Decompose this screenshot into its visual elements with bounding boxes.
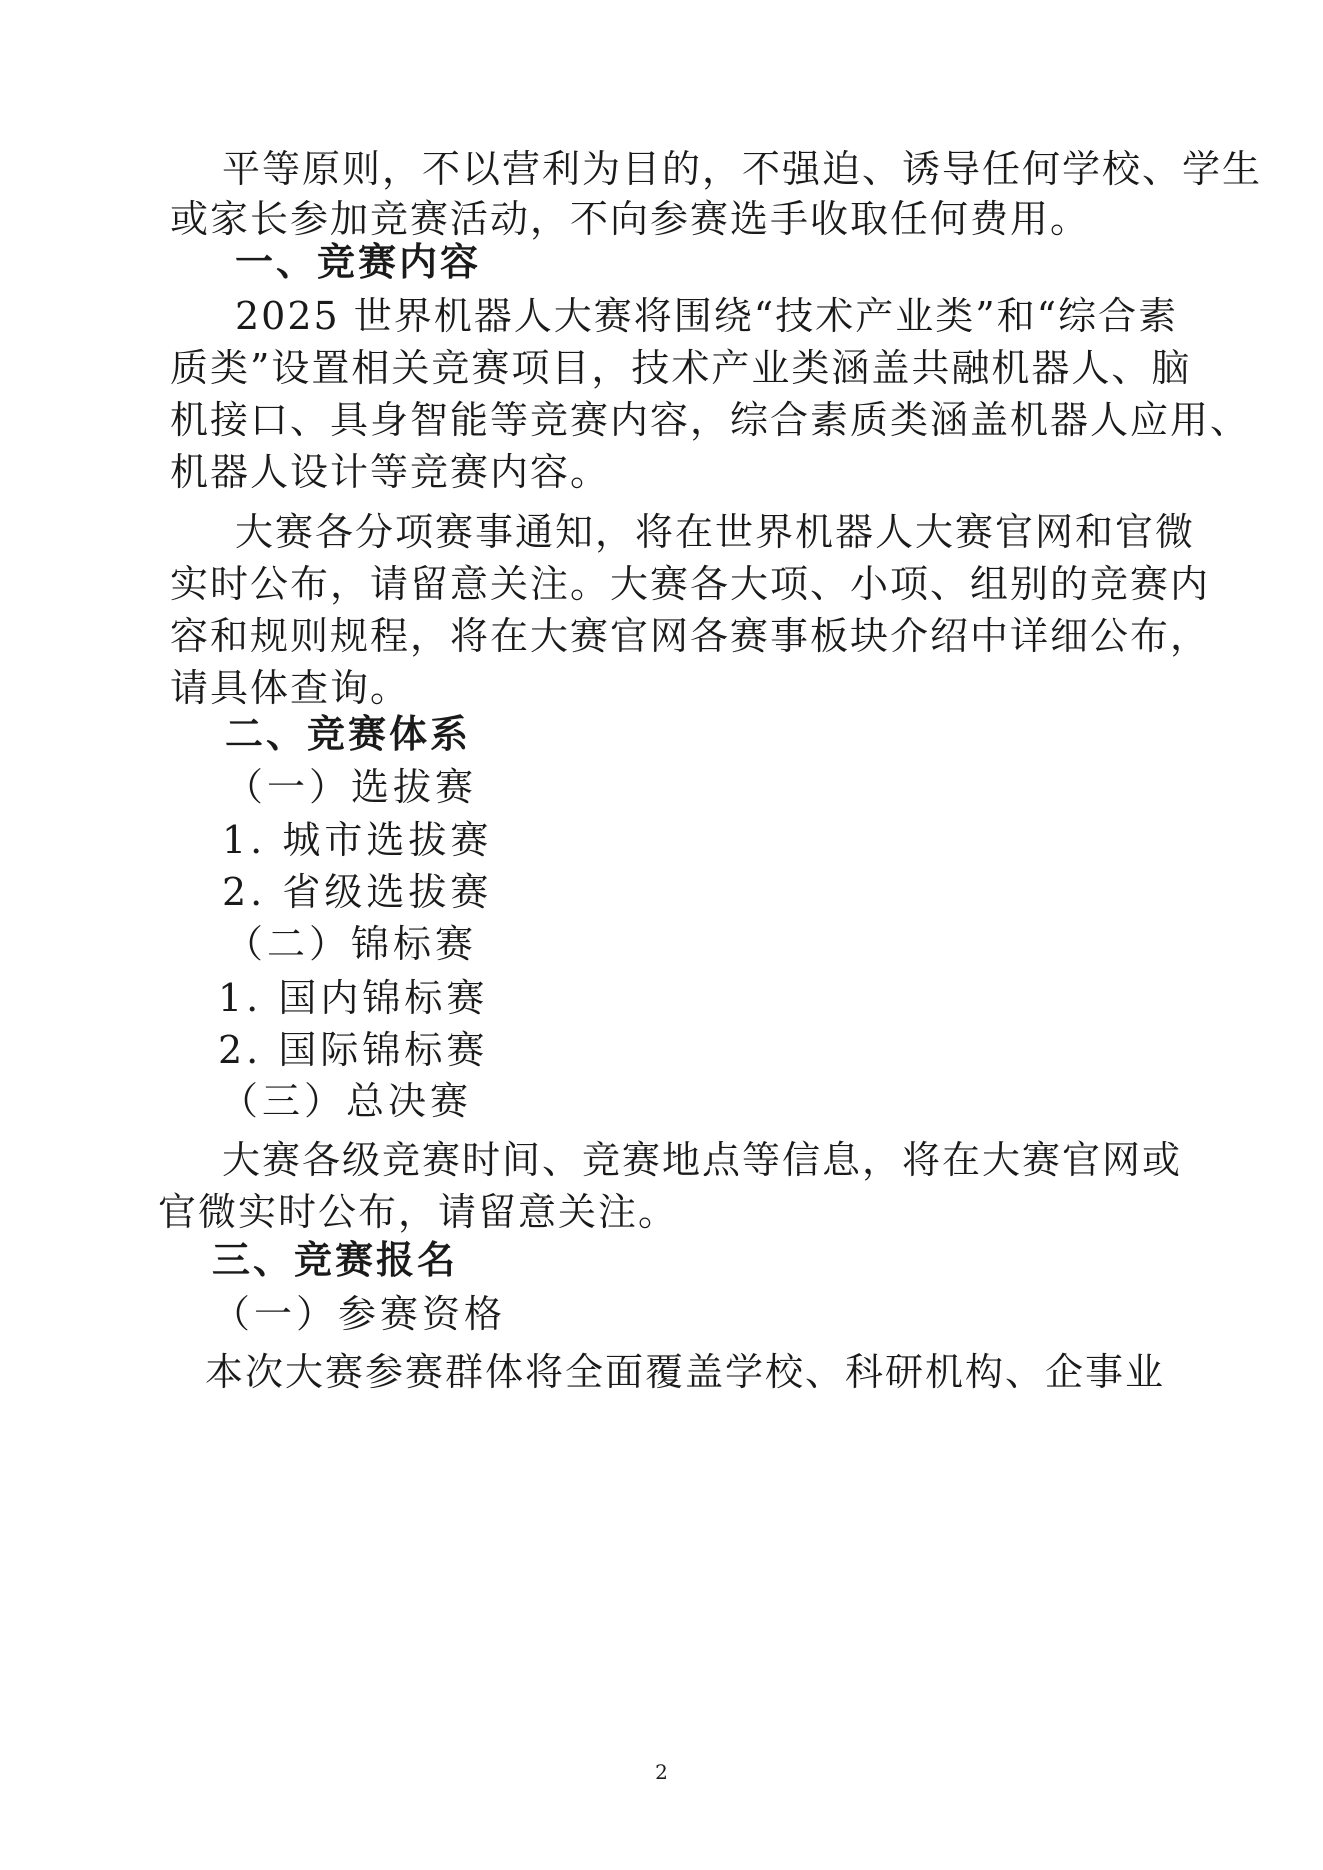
body-text-line: 容和规则规程，将在大赛官网各赛事板块介绍中详细公布，	[170, 614, 1211, 658]
list-item: 1. 城市选拔赛	[222, 818, 493, 862]
body-text-line: 机器人设计等竞赛内容。	[170, 450, 611, 494]
body-text-line: 实时公布，请留意关注。大赛各大项、小项、组别的竞赛内	[170, 562, 1211, 606]
section-heading: 三、竞赛报名	[212, 1238, 459, 1282]
section-heading: 一、竞赛内容	[235, 240, 482, 284]
subsection-heading: （一）选拔赛	[225, 765, 478, 809]
list-item: 2. 省级选拔赛	[222, 870, 493, 914]
body-text-line: 请具体查询。	[170, 666, 411, 710]
body-text-line: 本次大赛参赛群体将全面覆盖学校、科研机构、企事业	[205, 1350, 1166, 1394]
body-text-line: 大赛各级竞赛时间、竞赛地点等信息，将在大赛官网或	[222, 1138, 1183, 1182]
list-item: 1. 国内锦标赛	[218, 976, 489, 1020]
subsection-heading: （二）锦标赛	[225, 922, 478, 966]
subsection-heading: （三）总决赛	[220, 1079, 473, 1123]
body-text-line: 2025 世界机器人大赛将围绕“技术产业类”和“综合素	[235, 294, 1179, 338]
list-item: 2. 国际锦标赛	[218, 1028, 489, 1072]
subsection-heading: （一）参赛资格	[212, 1292, 507, 1336]
body-text-line: 大赛各分项赛事通知，将在世界机器人大赛官网和官微	[235, 510, 1196, 554]
body-text-line: 官微实时公布，请留意关注。	[158, 1190, 679, 1234]
section-heading: 二、竞赛体系	[225, 712, 472, 756]
page-number: 2	[655, 1760, 668, 1784]
body-text-line: 或家长参加竞赛活动，不向参赛选手收取任何费用。	[170, 197, 1091, 241]
body-text-line: 平等原则，不以营利为目的，不强迫、诱导任何学校、学生	[222, 147, 1263, 191]
body-text-line: 质类”设置相关竞赛项目，技术产业类涵盖共融机器人、脑	[170, 346, 1192, 390]
body-text-line: 机接口、具身智能等竞赛内容，综合素质类涵盖机器人应用、	[170, 398, 1251, 442]
